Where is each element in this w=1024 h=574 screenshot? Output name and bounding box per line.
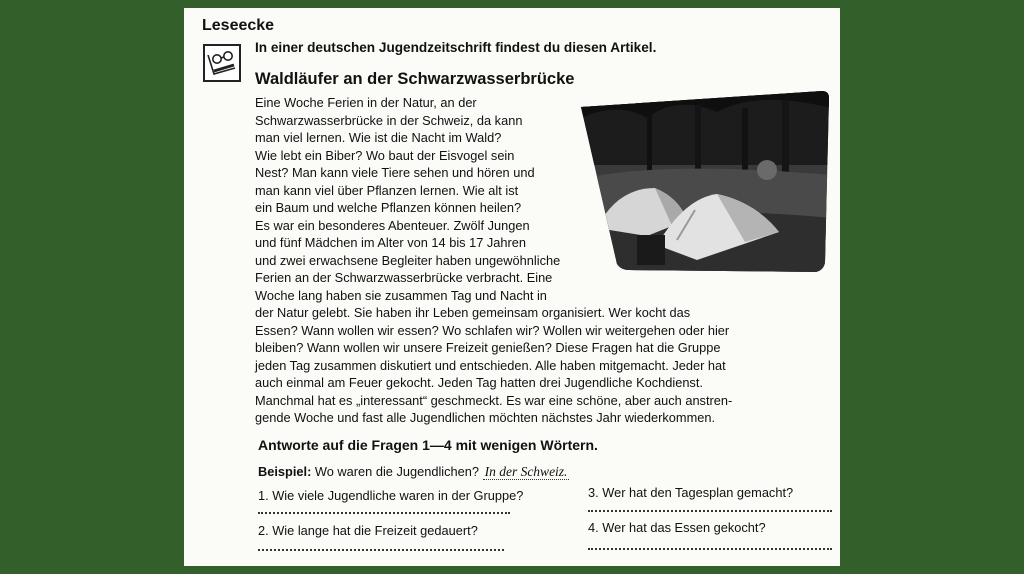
paragraph-line: der Natur gelebt. Sie haben ihr Leben gemeinsam organisiert. Wer kocht das (255, 305, 691, 320)
answer-line-2[interactable] (258, 549, 504, 551)
example-answer: In der Schweiz. (484, 464, 568, 479)
article-title: Waldläufer an der Schwarzwasserbrücke (255, 70, 575, 88)
paragraph-line: Nest? Man kann viele Tiere sehen und hören und (255, 165, 535, 180)
paragraph-line: jeden Tag zusammen diskutiert und entschieden. Alle haben mitgemacht. Jeder hat (255, 357, 726, 373)
question-2: 2. Wie lange hat die Freizeit gedauert? (258, 523, 478, 538)
paragraph-line: bleiben? Wann wollen wir unsere Freizeit genießen? Diese Fragen hat die Gruppe (255, 340, 721, 355)
question-1: 1. Wie viele Jugendliche waren in der Gruppe? (258, 488, 524, 503)
paragraph-line: man kann viel über Pflanzen lernen. Wie alt ist (255, 182, 519, 198)
question-4: 4. Wer hat das Essen gekocht? (588, 520, 766, 535)
paragraph-line: Woche lang haben sie zusammen Tag und Nacht in (255, 287, 547, 303)
paragraph-line: Essen? Wann wollen wir essen? Wo schlafen wir? Wollen wir weitergehen oder hier (255, 322, 730, 338)
paragraph-line: gende Woche und fast alle Jugendlichen möchten nächstes Jahr wiederkommen. (255, 410, 716, 425)
paragraph-line: Manchmal hat es „interessant“ geschmeckt. Es war eine schöne, aber auch anstren- (255, 392, 733, 408)
task-title: Antworte auf die Fragen 1—4 mit wenigen Wörtern. (258, 437, 598, 453)
answer-line-1[interactable] (258, 512, 510, 514)
camping-tents-photo (577, 90, 831, 278)
paragraph-line: man viel lernen. Wie ist die Nacht im Wald? (255, 130, 502, 145)
answer-line-4[interactable] (588, 548, 832, 550)
paragraph-line: Eine Woche Ferien in der Natur, an der (255, 95, 477, 110)
example-label: Beispiel: (258, 464, 312, 479)
example-question (258, 464, 569, 480)
reading-glasses-icon (203, 44, 241, 82)
paragraph-line: Ferien an der Schwarzwasserbrücke verbracht. Eine (255, 270, 553, 285)
paragraph-line: auch einmal am Feuer gekocht. Jeden Tag hatten drei Jugendliche Kochdienst. (255, 375, 703, 390)
worksheet-page (184, 8, 840, 566)
paragraph-line: ein Baum und welche Pflanzen können heilen? (255, 200, 522, 215)
paragraph-line: Schwarzwasserbrücke in der Schweiz, da kann (255, 112, 523, 128)
intro-text: In einer deutschen Jugendzeitschrift findest du diesen Artikel. (255, 40, 657, 55)
paragraph-line: Es war ein besonderes Abenteuer. Zwölf Jungen (255, 217, 530, 233)
example-question-text: Wo waren die Jugendlichen? (314, 464, 480, 479)
answer-line-3[interactable] (588, 510, 832, 512)
paragraph-line: und fünf Mädchen im Alter von 14 bis 17 Jahren (255, 235, 527, 250)
section-title: Leseecke (202, 17, 275, 34)
paragraph-line: und zwei erwachsene Begleiter haben ungewöhnliche (255, 252, 561, 268)
question-3: 3. Wer hat den Tagesplan gemacht? (588, 485, 794, 500)
paragraph-line: Wie lebt ein Biber? Wo baut der Eisvogel sein (255, 147, 515, 163)
